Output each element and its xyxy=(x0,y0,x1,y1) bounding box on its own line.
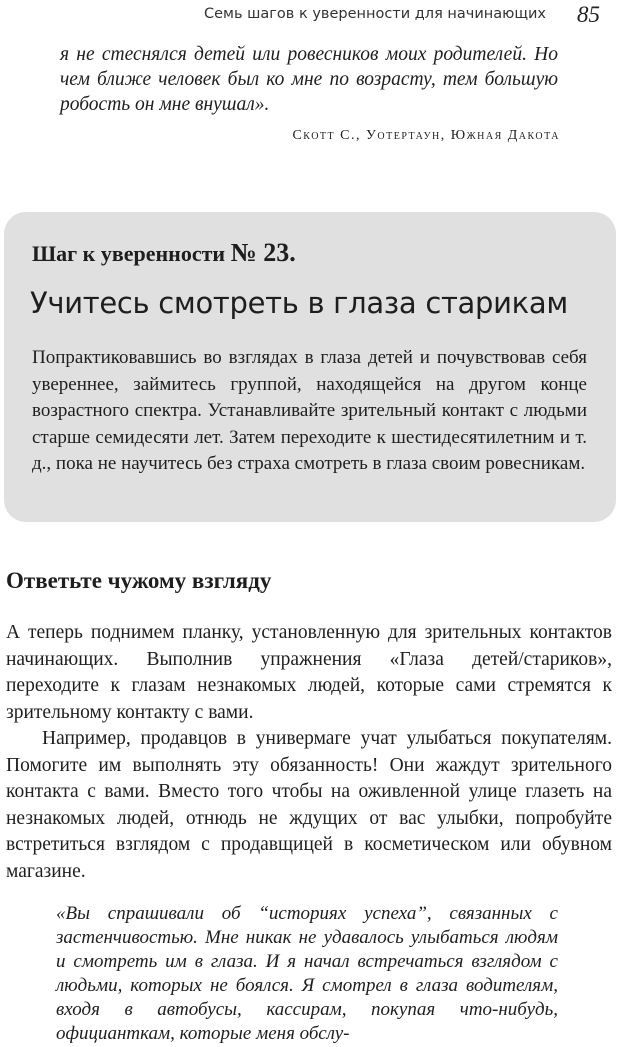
step-number: № 23. xyxy=(230,238,296,267)
step-body xyxy=(32,345,587,478)
section-heading: Ответьте чужому взгляду xyxy=(6,568,272,593)
page-number: 85 xyxy=(577,2,600,27)
epigraph xyxy=(60,42,558,117)
quote-block xyxy=(56,902,558,1046)
page-header xyxy=(0,4,620,28)
epigraph-text: я не стеснялся детей или ровесников моих родителей. Но чем ближе человек был ко мне по возрасту, тем большую робость он мне внушал». xyxy=(60,44,558,115)
step-label: Шаг к уверенности xyxy=(32,241,226,266)
epigraph-source: Скотт С., Уотертаун, Южная Дакота xyxy=(292,128,560,143)
step-title: Учитесь смотреть в глаза старикам xyxy=(30,286,568,320)
running-header-title: Семь шагов к уверенности для начинающих xyxy=(204,6,546,22)
paragraph: Например, продавцов в универмаге учат улыбаться покупателям. Помогите им выполнять эту обязанность! Они жаждут зрительного контакта с вами. Вместо того чтобы на оживленной улице глазеть на незнакомых людей, отнюдь не ждущих от вас улыбки, попробуйте встретиться взглядом с продавщицей в косметическом или обувном магазине. xyxy=(6,728,612,882)
paragraph: А теперь поднимем планку, установленную для зрительных контактов начинающих. Выполнив упражнения «Глаза детей/стариков», переходите к глазам незнакомых людей, которые сами стремятся к зрительному контакту с вами. xyxy=(6,622,612,723)
step-body-text: Попрактиковавшись во взглядах в глаза детей и почувствовав себя увереннее, займитесь группой, находящейся на другом конце возрастного спектра. Устанавливайте зрительный контакт с людьми старше семидесяти лет. Затем переходите к шестидесятилетним и т. д., пока не научитесь без страха смотреть в глаза своим ровесникам. xyxy=(32,347,587,474)
quote-text: «Вы спрашивали об “историях успеха”, связанных с застенчивостью. Мне никак не удавалось улыбаться людям и смотреть им в глаза. И я начал встречаться взглядом с людьми, которых не боялся. Я смотрел в глаза водителям, входя в автобусы, кассирам, покупая что-нибудь, официанткам, которые меня обслу- xyxy=(56,903,558,1044)
main-text xyxy=(6,620,612,885)
step-heading xyxy=(32,238,296,268)
